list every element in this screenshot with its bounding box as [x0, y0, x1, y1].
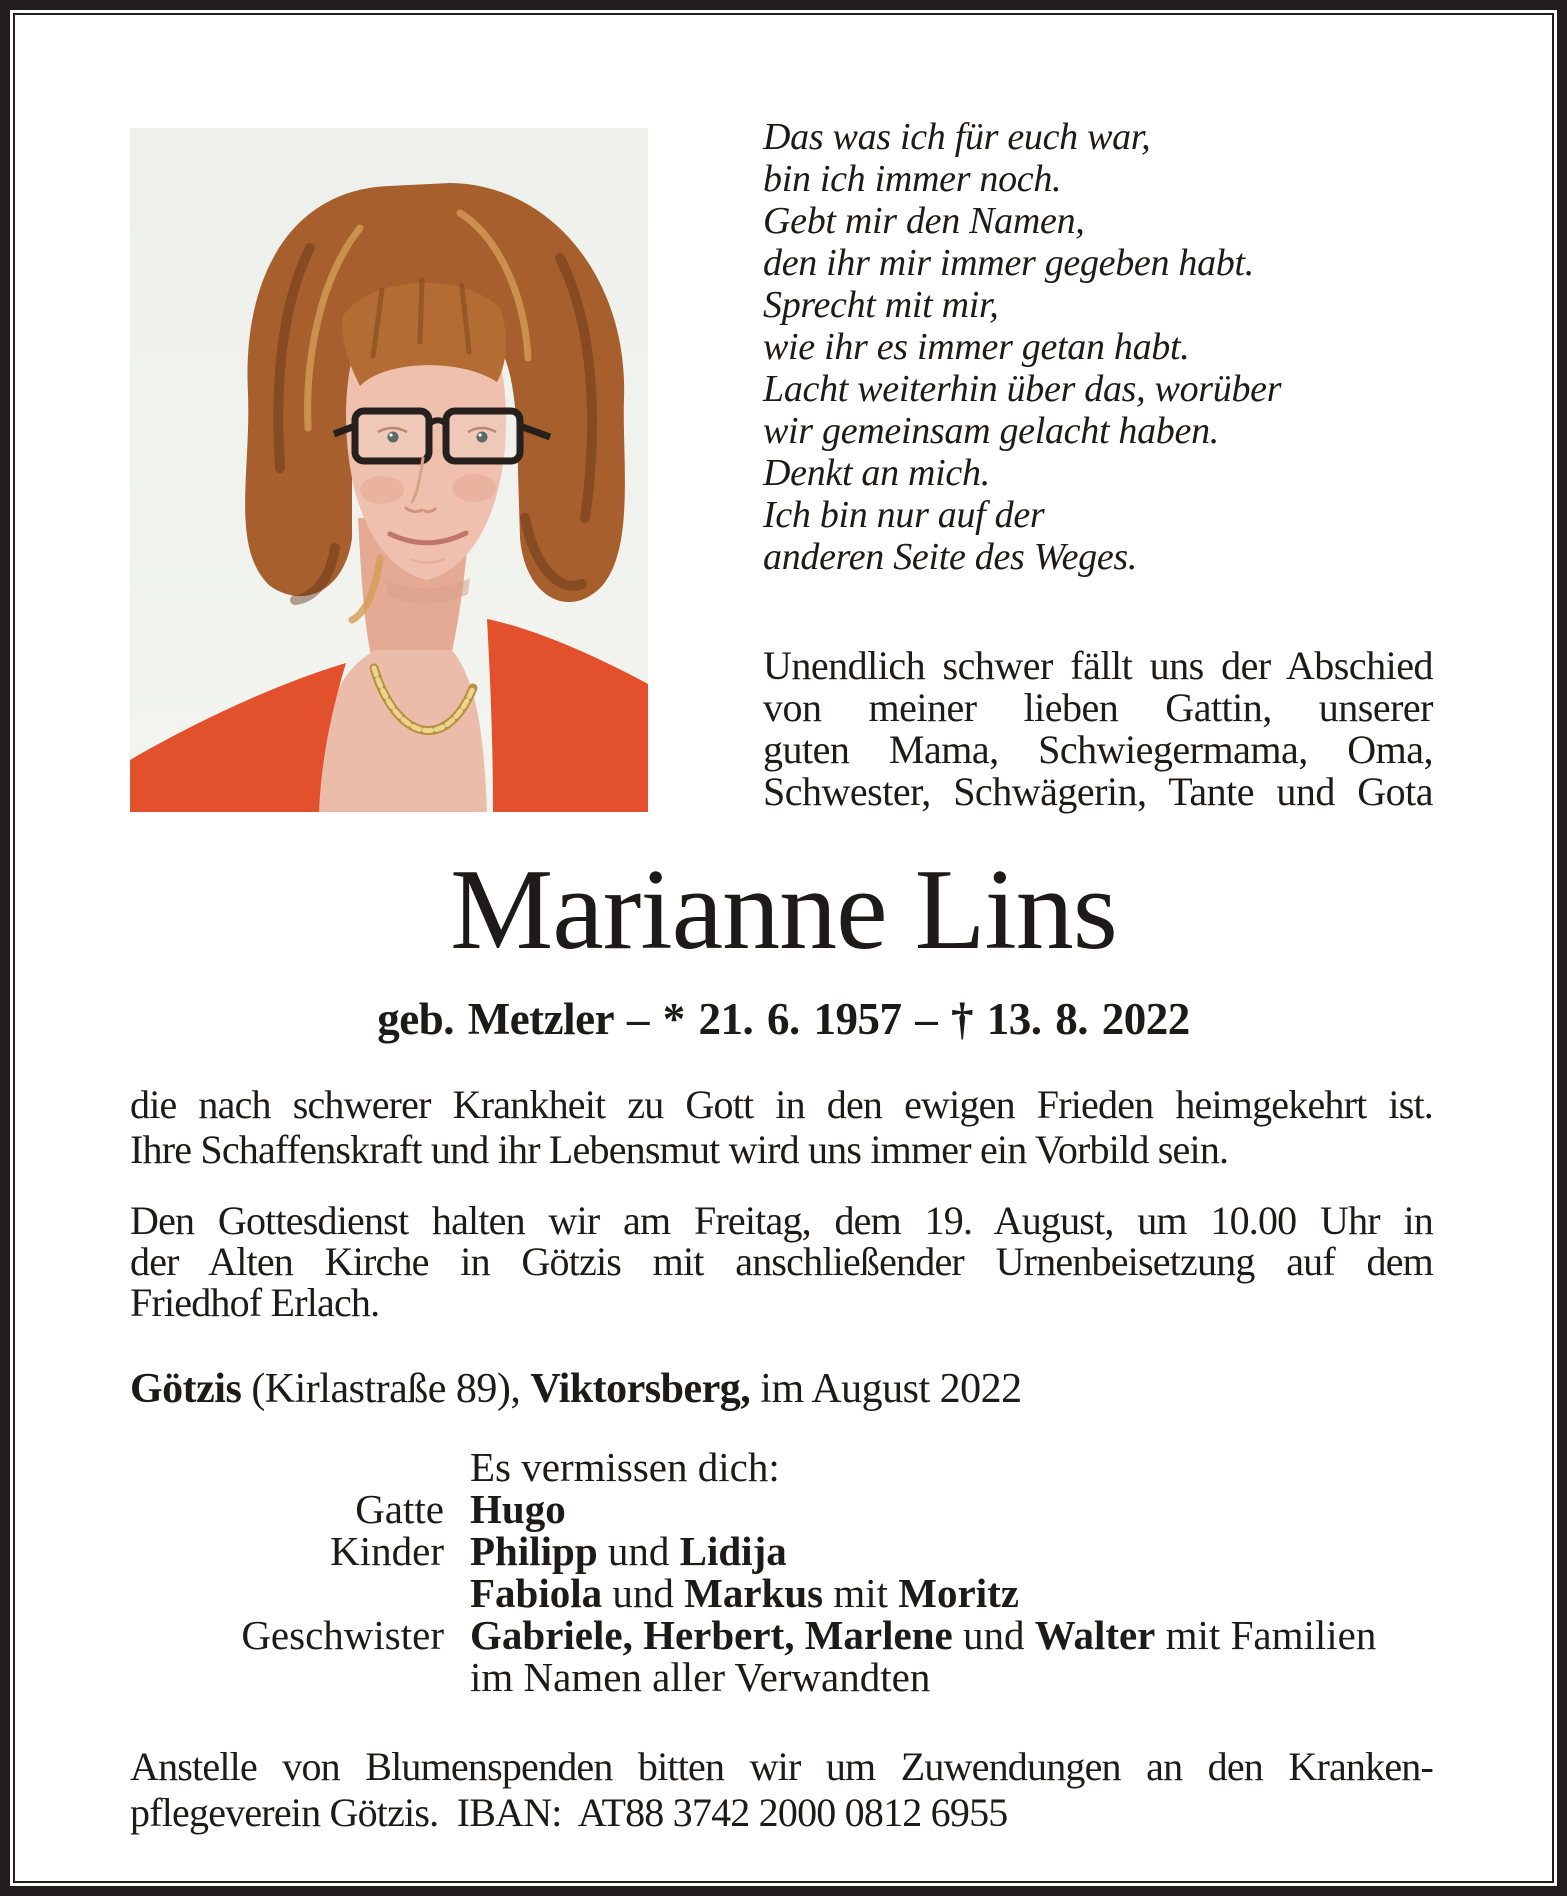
intro-line: guten Mama, Schwiegermama, Oma,	[763, 727, 1433, 772]
mourner-conjunction: mit	[823, 1570, 899, 1616]
photo-cheek-left	[360, 476, 404, 504]
portrait-photo-art	[130, 128, 648, 812]
mourner-suffix: mit Familien	[1155, 1612, 1377, 1658]
deceased-name: Marianne Lins	[450, 846, 1117, 974]
mourners-heading: Es vermissen dich:	[470, 1444, 780, 1490]
mourner-label: Gatte	[355, 1486, 444, 1532]
poem-line: anderen Seite des Weges.	[763, 536, 1138, 578]
mourner-name: Markus	[684, 1570, 824, 1616]
mourner-name: Walter	[1034, 1612, 1156, 1658]
mourner-label: Kinder	[330, 1528, 444, 1574]
mourner-label	[130, 1446, 470, 1488]
intro-line: Schwester, Schwägerin, Tante und Gota	[763, 769, 1433, 814]
poem-line: Ich bin nur auf der	[763, 494, 1045, 536]
farewell-intro	[763, 645, 1433, 813]
intro-line: Unendlich schwer fällt uns der Abschied	[763, 643, 1433, 688]
dateline	[130, 1366, 1433, 1412]
mourner-closing: im Namen aller Verwandten	[470, 1654, 931, 1700]
mourner-names	[470, 1488, 1460, 1530]
poem-line: Denkt an mich.	[763, 452, 990, 494]
paragraph-line: der Alten Kirche in Götzis mit anschließender Urnenbeisetzung auf dem	[130, 1239, 1433, 1284]
dateline-place2: Viktorsberg,	[530, 1366, 751, 1412]
dateline-date: im August 2022	[750, 1366, 1022, 1412]
memorial-poem	[763, 116, 1453, 578]
dateline-street: (Kirlastraße 89),	[241, 1366, 531, 1412]
intro-line: von meiner lieben Gattin, unserer	[763, 685, 1433, 730]
mourner-names	[470, 1530, 1460, 1572]
iban-line: pflegeverein Götzis. IBAN: AT88 3742 2000 0812 6955	[130, 1790, 1008, 1835]
mourner-name: Hugo	[470, 1486, 566, 1532]
mourner-name: Lidija	[679, 1528, 787, 1574]
mourner-conjunction: und	[597, 1528, 680, 1574]
poem-line: Das was ich für euch war,	[763, 116, 1151, 158]
poem-line: wie ihr es immer getan habt.	[763, 326, 1190, 368]
mourner-names	[470, 1614, 1460, 1656]
paragraph-homecoming	[130, 1082, 1433, 1172]
poem-line: den ihr mir immer gegeben habt.	[763, 242, 1254, 284]
mourner-label: Geschwister	[241, 1612, 444, 1658]
paragraph-service	[130, 1200, 1433, 1323]
portrait-photo	[130, 128, 648, 812]
poem-line: wir gemeinsam gelacht haben.	[763, 410, 1219, 452]
dateline-place: Götzis	[130, 1366, 242, 1412]
mourner-names	[470, 1572, 1460, 1614]
mourner-name: Moritz	[898, 1570, 1019, 1616]
mourner-name: Gabriele, Herbert, Marlene	[470, 1612, 953, 1658]
paragraph-line: die nach schwerer Krankheit zu Gott in den ewigen Frieden heimgekehrt ist.	[130, 1082, 1433, 1127]
paragraph-line: Anstelle von Blumenspenden bitten wir um Zuwendungen an den Kranken-	[130, 1744, 1433, 1789]
poem-line: bin ich immer noch.	[763, 158, 1062, 200]
mourner-name: Philipp	[470, 1528, 598, 1574]
paragraph-line: Friedhof Erlach.	[130, 1280, 380, 1325]
paragraph-donation	[130, 1744, 1433, 1836]
mourner-name: Fabiola	[470, 1570, 603, 1616]
mourner-names	[470, 1656, 1460, 1698]
poem-line: Gebt mir den Namen,	[763, 200, 1085, 242]
birth-death-line: geb. Metzler – * 21. 6. 1957 – † 13. 8. 2022	[377, 994, 1190, 1044]
mourner-label	[130, 1572, 470, 1614]
mourner-label	[130, 1656, 470, 1698]
poem-line: Sprecht mit mir,	[763, 284, 999, 326]
photo-cheek-right	[452, 474, 496, 502]
mourners-list	[130, 1446, 1460, 1698]
paragraph-line: Ihre Schaffenskraft und ihr Lebensmut wird uns immer ein Vorbild sein.	[130, 1127, 1229, 1172]
mourner-conjunction: und	[602, 1570, 685, 1616]
poem-line: Lacht weiterhin über das, worüber	[763, 368, 1282, 410]
paragraph-line: Den Gottesdienst halten wir am Freitag, dem 19. August, um 10.00 Uhr in	[130, 1198, 1433, 1243]
mourner-conjunction: und	[952, 1612, 1035, 1658]
